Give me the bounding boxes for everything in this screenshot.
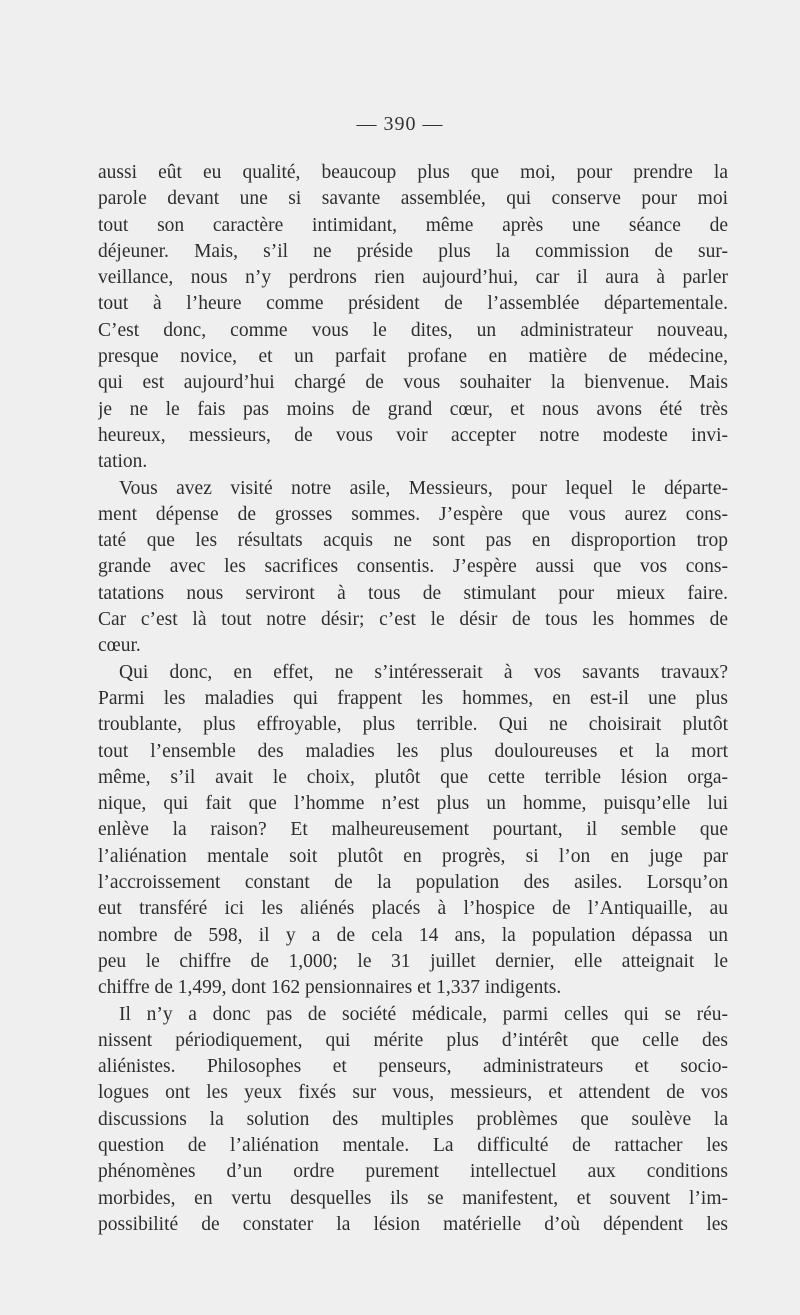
text-line: presque novice, et un parfait profane en matière de médecine, — [98, 346, 728, 368]
text-line: ment dépense de grosses sommes. J’espère que vous aurez cons- — [98, 503, 728, 525]
page-number: — 390 — — [356, 113, 444, 135]
text-line: Il n’y a donc pas de société médicale, parmi celles qui se réu- — [119, 1003, 728, 1025]
text-line: question de l’aliénation mentale. La difficulté de rattacher les — [98, 1134, 728, 1156]
text-line: aussi eût eu qualité, beaucoup plus que moi, pour prendre la — [98, 162, 728, 183]
text-line: troublante, plus effroyable, plus terrible. Qui ne choisirait plutôt — [98, 714, 728, 736]
text-line: je ne le fais pas moins de grand cœur, et nous avons été très — [98, 398, 728, 420]
text-line: morbides, en vertu desquelles ils se manifestent, et souvent l’im- — [98, 1187, 728, 1209]
text-line: phénomènes d’un ordre purement intellectuel aux conditions — [98, 1161, 728, 1183]
text-line: nombre de 598, il y a de cela 14 ans, la population dépassa un — [98, 924, 728, 946]
text-line: tatations nous serviront à tous de stimulant pour mieux faire. — [98, 582, 728, 604]
text-line: qui est aujourd’hui chargé de vous souhaiter la bienvenue. Mais — [98, 372, 728, 394]
body-text — [98, 160, 728, 1238]
text-line: l’accroissement constant de la population des asiles. Lorsqu’on — [98, 872, 728, 894]
text-line: même, s’il avait le choix, plutôt que cette terrible lésion orga- — [98, 766, 728, 788]
text-line: nissent périodiquement, qui mérite plus d’intérêt que celle des — [98, 1029, 728, 1051]
text-line: enlève la raison? Et malheureusement pourtant, il semble que — [98, 819, 728, 841]
text-line: parole devant une si savante assemblée, qui conserve pour moi — [98, 188, 728, 210]
text-line: peu le chiffre de 1,000; le 31 juillet dernier, elle atteignait le — [98, 950, 728, 972]
text-line: Vous avez visité notre asile, Messieurs, pour lequel le départe- — [119, 477, 728, 499]
text-line: tout l’ensemble des maladies les plus douloureuses et la mort — [98, 740, 728, 762]
text-line: heureux, messieurs, de vous voir accepter notre modeste invi- — [98, 424, 728, 446]
text-line: l’aliénation mentale soit plutôt en progrès, si l’on en juge par — [98, 845, 728, 867]
text-line: tation. — [98, 451, 148, 473]
text-line: cœur. — [98, 635, 141, 657]
text-line: Parmi les maladies qui frappent les hommes, en est-il une plus — [98, 687, 728, 709]
text-line: eut transféré ici les aliénés placés à l’hospice de l’Antiquaille, au — [98, 898, 728, 920]
text-line: veillance, nous n’y perdrons rien aujourd’hui, car il aura à parler — [98, 267, 728, 289]
text-line: chiffre de 1,499, dont 162 pensionnaires et 1,337 indigents. — [98, 977, 562, 999]
text-line: Car c’est là tout notre désir; c’est le désir de tous les hommes de — [98, 609, 728, 631]
text-line: logues ont les yeux fixés sur vous, messieurs, et attendent de vos — [98, 1082, 728, 1104]
text-line: possibilité de constater la lésion matérielle d’où dépendent les — [98, 1213, 728, 1235]
text-line: tout son caractère intimidant, même après une séance de — [98, 214, 728, 236]
text-line: tout à l’heure comme président de l’assemblée départementale. — [98, 293, 728, 315]
text-line: grande avec les sacrifices consentis. J’espère aussi que vos cons- — [98, 556, 728, 578]
text-line: discussions la solution des multiples problèmes que soulève la — [98, 1108, 728, 1130]
text-line: nique, qui fait que l’homme n’est plus un homme, puisqu’elle lui — [98, 793, 728, 815]
text-line: C’est donc, comme vous le dites, un administrateur nouveau, — [98, 319, 728, 341]
text-line: déjeuner. Mais, s’il ne préside plus la commission de sur- — [98, 240, 728, 262]
text-line: Qui donc, en effet, ne s’intéresserait à vos savants travaux? — [119, 661, 728, 683]
text-line: aliénistes. Philosophes et penseurs, administrateurs et socio- — [98, 1056, 728, 1078]
text-line: taté que les résultats acquis ne sont pas en disproportion trop — [98, 530, 728, 552]
